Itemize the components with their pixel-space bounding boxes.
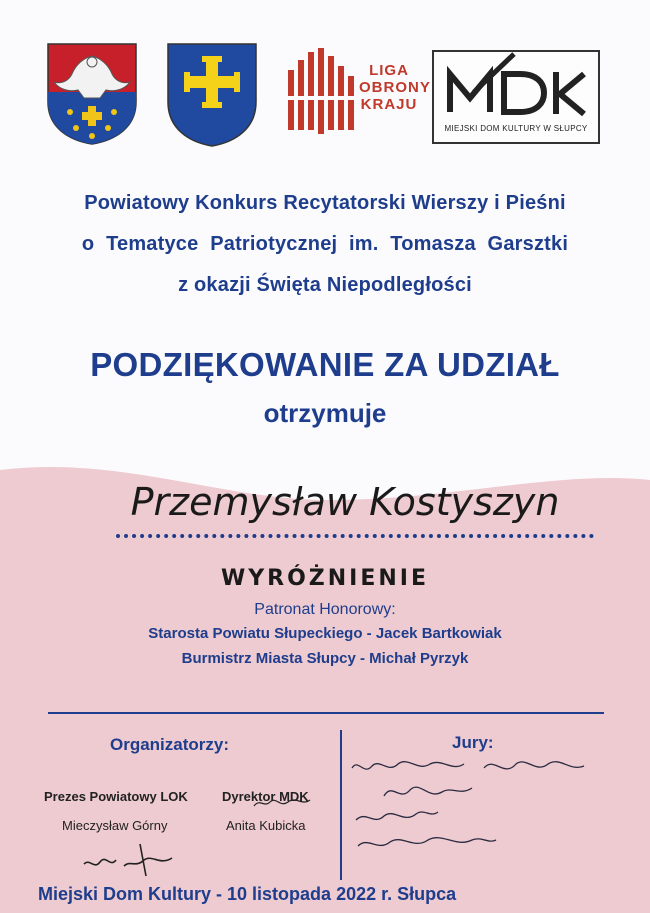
lok-text-kraju: KRAJU xyxy=(360,96,418,113)
town-coat-of-arms-logo xyxy=(166,42,258,148)
lok-text-obrony: OBRONY xyxy=(359,79,431,96)
award-title: PODZIĘKOWANIE ZA UDZIAŁ xyxy=(90,346,560,383)
contest-title-line3: z okazji Święta Niepodległości xyxy=(178,274,472,296)
mdk-logo xyxy=(432,50,600,144)
patronage-heading: Patronat Honorowy: xyxy=(254,601,396,618)
recipient-dotted-line xyxy=(116,534,594,538)
lok-role: Prezes Powiatowy LOK xyxy=(44,789,188,804)
jury-heading: Jury: xyxy=(452,733,494,752)
mdk-logo-mark xyxy=(444,52,594,122)
patronage-line1: Starosta Powiatu Słupeckiego - Jacek Bartkowiak xyxy=(148,625,502,642)
vertical-divider xyxy=(340,730,342,880)
award-subtitle: otrzymuje xyxy=(263,398,387,428)
jury-signatures xyxy=(348,752,598,862)
mdk-name: Anita Kubicka xyxy=(226,818,306,833)
mdk-role: Dyrektor MDK xyxy=(222,789,309,804)
mdk-caption: MIEJSKI DOM KULTURY W SŁUPCY xyxy=(444,124,588,133)
contest-title-line2: o Tematyce Patriotycznej im. Tomasza Garsztki xyxy=(81,233,569,255)
footer-text: Miejski Dom Kultury - 10 listopada 2022 r. Słupca xyxy=(38,884,457,904)
lok-name: Mieczysław Górny xyxy=(62,818,168,833)
organizers-heading: Organizatorzy: xyxy=(110,735,230,754)
mdk-signature xyxy=(248,794,318,828)
contest-title-line1: Powiatowy Konkurs Recytatorski Wierszy i Pieśni xyxy=(84,192,566,214)
patronage-line2: Burmistrz Miasta Słupcy - Michał Pyrzyk xyxy=(181,650,469,667)
county-coat-of-arms-logo xyxy=(46,42,138,146)
recipient-name: Przemysław Kostyszyn xyxy=(130,480,560,524)
lok-text-liga: LIGA xyxy=(369,62,409,79)
lok-signature xyxy=(80,840,190,880)
section-divider xyxy=(48,712,604,714)
lok-logo-text xyxy=(359,62,431,113)
lok-emblem-logo xyxy=(284,46,356,138)
distinction-label: WYRÓŻNIENIE xyxy=(220,566,430,591)
